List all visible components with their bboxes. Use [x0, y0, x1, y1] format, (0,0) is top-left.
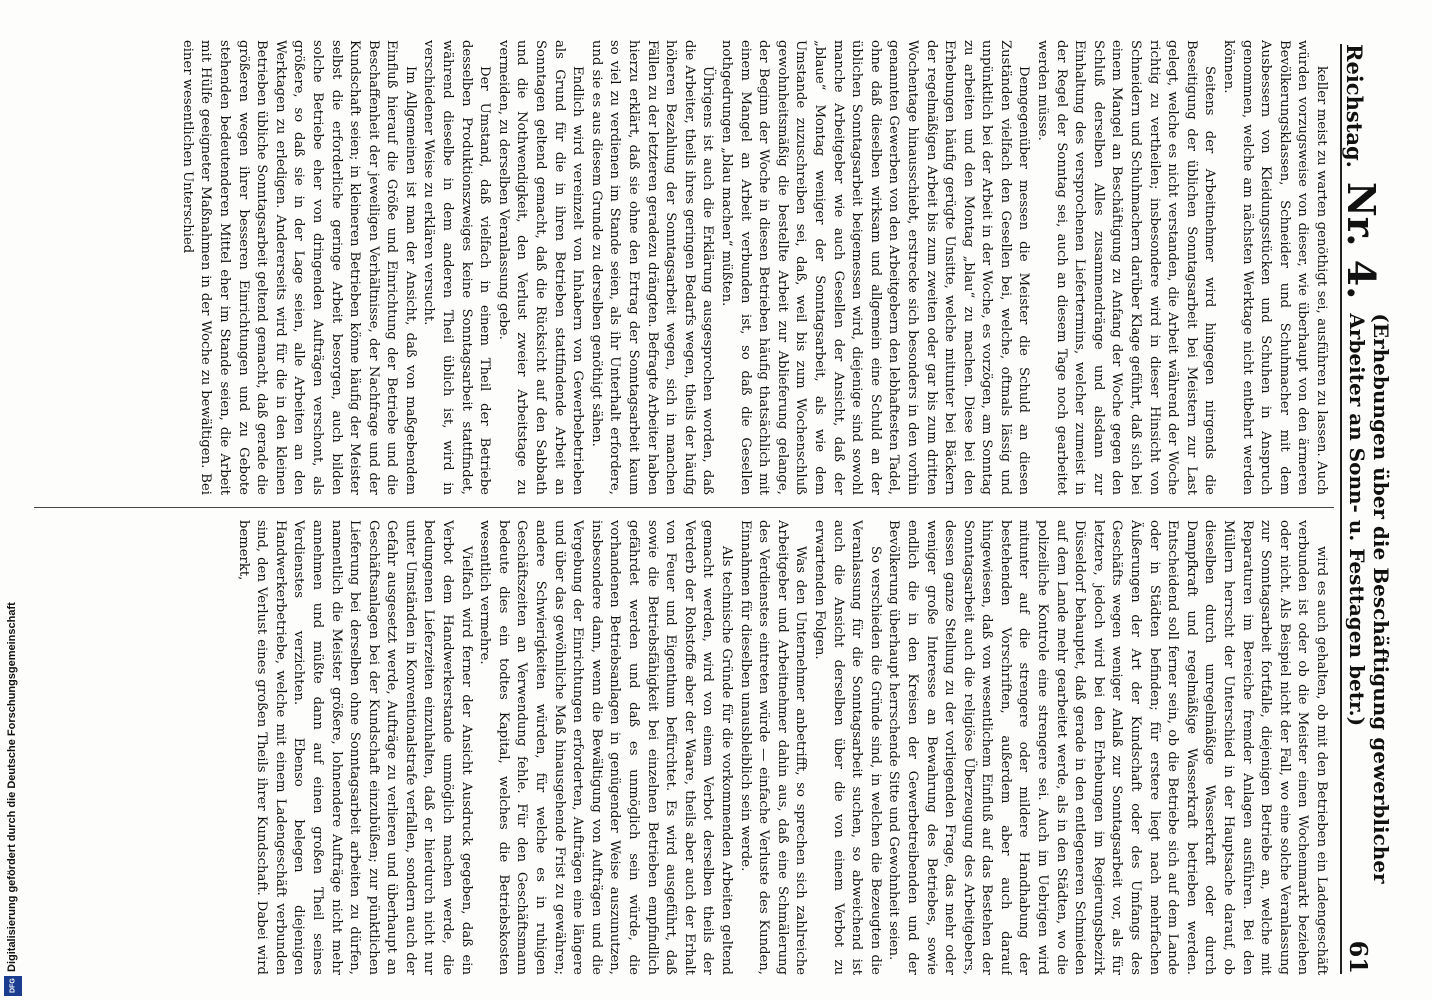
page-number: 61 — [1344, 940, 1373, 974]
paragraph: Übrigens ist auch die Erklärung ausgesprochen worden, daß die Arbeiter, theils ihres geringen Bedarfs wegen, theils der häufig höheren Bezahlung der Sonntagsarbeit wegen, sich in manchen Fällen zu der letzteren geradezu drängten. Befragte Arbeiter haben hierzu erklärt, daß sie ohne den Ertrag der Sonntagsarbeit kaum so viel zu verdienen im Stande seien, als ihr Unterhalt erfordere, und sie es aus diesem Grunde zu derselben genöthigt sähen. — [588, 40, 716, 495]
dfg-logo-icon: DFG — [4, 976, 22, 996]
credit-text: Digitalisierung gefördert durch die Deutsche Forschungsgemeinschaft — [6, 602, 18, 972]
header-number: Nr. 4. — [1339, 181, 1384, 300]
paragraph: Endlich wird vereinzelt von Inhabern von Gewerbebetrieben als Grund für die in ihren Betrieben stattfindende Arbeit an Sonntagen geltend gemacht, daß die Rücksicht auf den Sabbath und die Nothwendigkeit, den Verlust zweier Arbeitstage zu vermeiden, zu derselben Veranlassung gebe. — [495, 40, 586, 495]
paragraph: Als technische Gründe für die vorkommenden Arbeiten geltend gemacht werden, wird von einem Verbot derselben theils der Verderb der Rohstoffe aber der Waare, theils aber auch der Erhalt von Feuer und Eigenthum befürchtet. Es wird ausgeführt, daß sowie die Betriebsfähigkeit bei einzelnen Betrieben empfindlich gefährdet werden und daß es unmöglich sein würde, die vorhandenen Betriebsanlagen in genügender Weise auszunutzen, insbesondere dann, wenn die Bewältigung von Aufträgen und die Vergebung der Einrichtungen erforderten, Aufträgen eine längere und über das gewöhnliche Maß hinausgehende Frist zu gewähren; andere Schwierigkeiten würden, für welche es in ruhigen Geschäftszeiten an Verwendung fehle. Für den Geschäftsmann bedeute dies ein todtes Kapital, welches die Betriebskosten wesentlich vermehre. — [477, 520, 734, 975]
header-section: Reichstag. — [1342, 44, 1367, 168]
paragraph: Seitens der Arbeitnehmer wird hingegen nirgends die Beseitigung der üblichen Sonntagsarbeit bei Meistern zur Last gelegt, welche es nicht verstanden, die Arbeit während der Woche richtig zu vertheilen; insbesondere wird in dieser Hinsicht von Schneidern und Schuhmachern darüber Klage geführt, daß sich bei einem Mangel an Beschäftigung zu Anfang der Woche gegen den Schluß derselben Alles zusammendränge und alsdann zur Einhaltung des versprochenen Liefertermins, welcher zumeist in der Regel der Sonntag sei, auch an diesem Tage noch gearbeitet werden müsse. — [1035, 40, 1218, 495]
right-text-column — [34, 520, 1330, 975]
page-header — [1340, 44, 1412, 974]
paragraph: Vielfach wird ferner der Ansicht Ausdruck gegeben, daß ein Verbot dem Handwerkerstande unmöglich machen werde, die bedungenen Lieferzeiten einzuhalten, daß er hierdurch nicht nur unter Umständen in Konventionalstrafe verfallen, sondern auch der Gefahr ausgesetzt werde, Aufträge zu verlieren und überhaupt an Geschäftsanlagen bei der Kundschaft einzubüßen; zur pünktlichen Lieferung bei derselben ohne Sonntagsarbeit arbeiten zu dürfen, namentlich die Meister größere, lohnendere Aufträge nicht mehr annehmen und müßte dann auf einen großen Theil seines Verdienstes verzichten. Ebenso belegen diejenigen Handwerkerbetriebe, welche mit einem Ladengeschäft verbunden sind, den Verlust eines großen Theils ihrer Kundschaft. Dabei wird bemerkt, — [235, 520, 474, 975]
paragraph: wird es auch gehalten, ob mit den Betrieben ein Ladengeschäft verbunden ist oder ob die Meister einen Wochenmarkt beziehen oder nicht. Als Beispiel nicht der Fall, wo eine solche Veranlassung zur Sonntagsarbeit fortfalle, diejenigen Betriebe an, welche mit Reparaturen im Bereiche fremder Anlagen ausführen. Bei den Müllern herrscht der Unterschied in der Hauptsache darauf, ob dieselben durch unregelmäßige Wasserkraft oder durch Dampfkraft und regelmäßige Wasserkraft betrieben werden. Entscheidend soll ferner sein, ob die Betriebe sich auf dem Lande oder in Städten befinden; für erstere liegt nach mehrfachen Äußerungen der Art der Kundschaft oder des Umfangs des Geschäfts wegen weniger Anlaß zur Sonntagsarbeit vor, als für letztere, jedoch wird bei den Erhebungen im Regierungsbezirk Düsseldorf behauptet, daß gerade in den entlegeneren Schmieden auf dem Lande mehr gearbeitet werde, als in den Städten, wo die polizeiliche Kontrole eine strengere sei. Auch im Uebrigen wird mitunter auf die strengere oder mildere Handhabung der bestehenden Vorschriften, außerdem aber auch darauf hingewiesen, daß von wesentlichem Einfluß auf das Bestehen der Sonntagsarbeit auch die religiöse Überzeugung des Arbeitgebers, dessen ganze Stellung zu der vorliegenden Frage, das mehr oder weniger große Interesse an Bewahrung des Betriebes, sowie endlich die in den Kreisen der Gewerbetreibenden und der Bevölkerung überhaupt herrschende Sitte und Gewohnheit seien. — [886, 520, 1329, 975]
paragraph: Was den Unternehmer anbetrifft, so sprechen sich zahlreiche Arbeitgeber und Arbeitnehmer dahin aus, daß eine Schmälerung des Verdienstes eintreten würde — einfache Verluste des Kunden, Einnahmen für dieselben unausbleiblich sein werde. — [737, 520, 809, 975]
paragraph: Der Umstand, daß vielfach in einem Theil der Betriebe desselben Produktionszweiges keine Sonntagsarbeit stattfindet, während dieselbe in dem anderen Theil üblich ist, wird in verschiedener Weise zu erklären versucht. — [421, 40, 493, 495]
column-divider — [34, 507, 1334, 508]
paragraph: Demgegenüber messen die Meister die Schuld an diesen Zuständen vielfach den Gesellen bei, welche, oftmals lässig und unpünktlich bei der Arbeit in der Woche, es vorzögen, am Sonntag zu arbeiten und den Montag „blau“ zu machen. Diese bei den Erhebungen häufig gerügte Unsitte, welche mitunter bei Bäckern der regelmäßigen Arbeit bis zum zweiten oder gar bis zum dritten Wochentage hinausschiebt, erstrecke sich besonders in den vorhin genannten Gewerben von den Arbeitgebern den lebhaftesten Tadel, ohne daß dieselben wirksam und allgemein eine Schuld an der üblichen Sonntagsarbeit beigemessen wird, diejenige sind sowohl manche Arbeitgeber wie auch Gesellen der Ansicht, daß der „blaue“ Montag weniger der Sonntagsarbeit, als wie dem Umstande zuzuschreiben sei, daß, weil bis zum Wochenschluß gewohnheitsmäßig die bestellte Arbeit zur Ablieferung gelange, der Beginn der Woche in diesen Betrieben häufig thatsächlich mit einem Mangel an Arbeit verbunden ist, so daß die Gesellen nothgedrungen „blau machen“ müßten. — [719, 40, 1032, 495]
paragraph: So verschieden die Gründe sind, in welchen die Bezeugten die Veranlassung für die Sonntagsarbeit suchen, so abweichend ist auch die Ansicht derselben über die von einem Verbot zu erwartenden Folgen. — [811, 520, 883, 975]
paragraph: keller meist zu warten genöthigt sei, ausführen zu lassen. Auch würden vorzugsweise von dieser, wie überhaupt von den ärmeren Bevölkerungsklassen, Schneider und Schuhmacher mit dem Ausbessern von Kleidungsstücken und Schuhen in Anspruch genommen, welche am nächsten Werktage nicht entbehrt werden können. — [1221, 40, 1329, 495]
digitization-credit — [2, 600, 26, 996]
header-title: (Erhebungen über die Beschäftigung gewerblicher Arbeiter an Sonn- u. Festtagen betr.) — [1345, 313, 1393, 884]
paragraph: Im Allgemeinen ist man der Ansicht, daß von maßgebendem Einfluß hierauf die Größe und Einrichtung der Betriebe und die Beschaffenheit der jeweiligen Verhältnisse, der Nachfrage und der Kundschaft seien; in kleineren Betrieben könne häufig der Meister selbst die erforderliche geringe Arbeit besorgen, auch bilden solche Betriebe eher von dringenden Aufträgen verschont, als größere, so daß sie in der Lage seien, alle Arbeiten an den Werktagen zu erledigen. Andererseits wird für die in den kleinen Betrieben übliche Sonntagsarbeit geltend gemacht, daß gerade die größeren wegen ihrer besseren Einrichtungen und zu Gebote stehenden bedeutenderen Mittel eher im Stande seien, die Arbeit mit Hülfe geeigneter Maßnahmen in der Woche zu bewältigen. Bei einer wesentlichen Unterschied — [179, 40, 418, 495]
left-text-column — [34, 40, 1330, 495]
